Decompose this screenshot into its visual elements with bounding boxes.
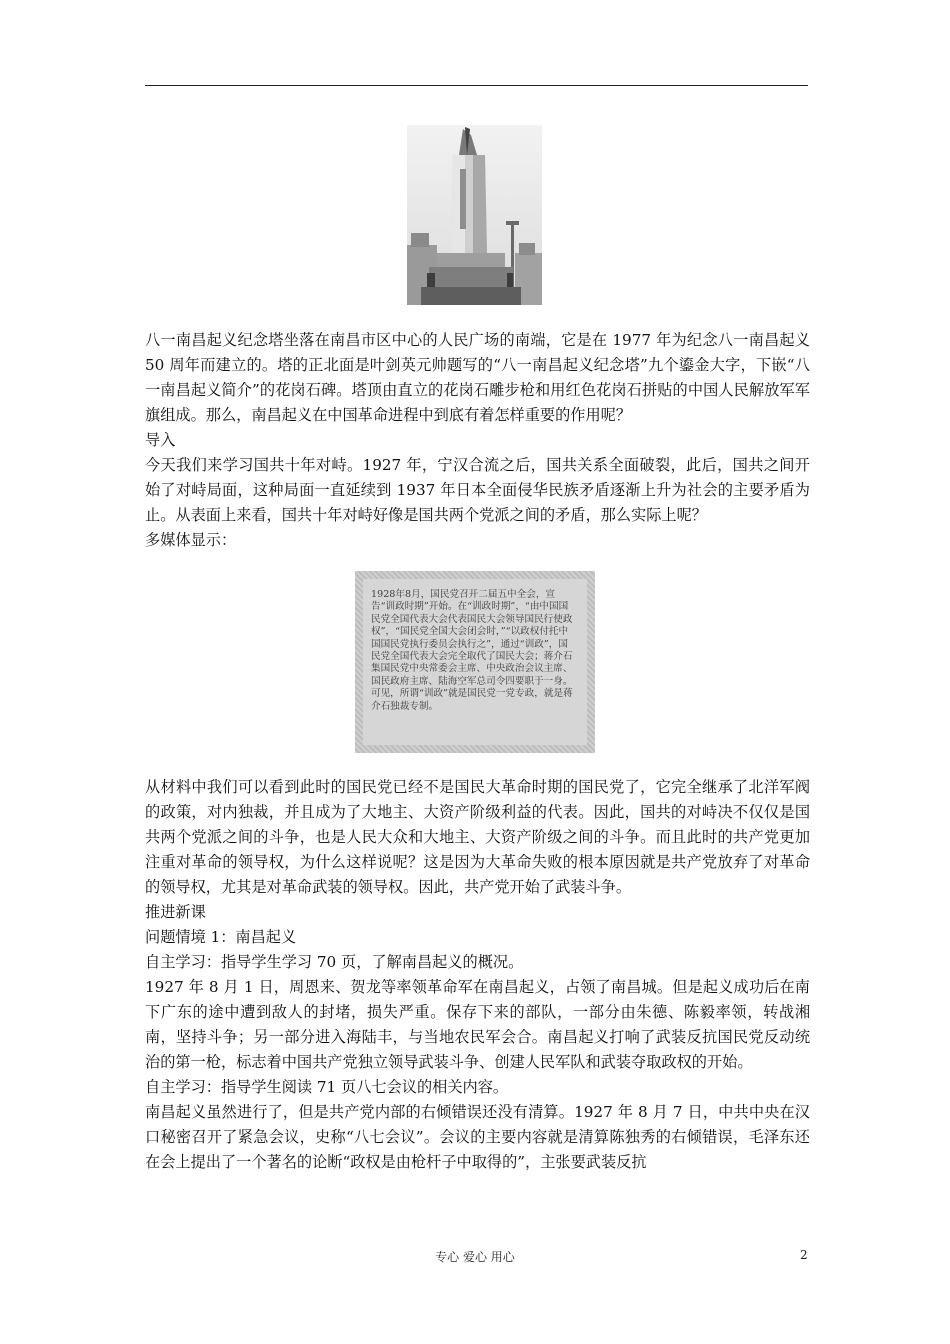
body-text-block <box>145 775 810 1175</box>
inset-material-text: 1928年8月，国民党召开二届五中全会，宣告“训政时期”开始。在“训政时期”，“由中国国民党全国代表大会代表国民大会领导国民行使政权”，“国民党全国大会闭会时，”“以政权付托中国国民党执行委员会执行之”，通过“训政”，国民党全国代表大会完全取代了国民大会；蒋介石集国民党中央常委会主席、中央政治会议主席、国民政府主席、陆海空军总司令四要职于一身。可见，所谓“训政”就是国民党一党专政，就是蒋介石独裁专制。 <box>371 589 573 712</box>
section-heading-intro: 导入 <box>145 431 176 449</box>
intro-paragraph: 八一南昌起义纪念塔坐落在南昌市区中心的人民广场的南端，它是在 1977 年为纪念八一南昌起义 50 周年而建立的。塔的正北面是叶剑英元帅题写的“八一南昌起义纪念塔”九个鎏金大字，下嵌“八一南昌起义简介”的花岗石碑。塔顶由直立的花岗石雕步枪和用红色花岗石拼贴的中国人民解放军军旗组成。那么，南昌起义在中国革命进程中到底有着怎样重要的作用呢？ <box>145 331 810 424</box>
header-rule <box>145 85 808 86</box>
section-heading-new-lesson: 推进新课 <box>145 903 206 921</box>
footer-motto: 专心 爱心 用心 <box>435 1250 515 1264</box>
problem-scenario-heading: 问题情境 1：南昌起义 <box>145 928 297 946</box>
multimedia-material-image <box>355 571 595 753</box>
self-study-2: 自主学习：指导学生阅读 71 页八七会议的相关内容。 <box>145 1078 509 1096</box>
intro-text-block <box>145 328 810 553</box>
nanchang-uprising-paragraph: 1927 年 8 月 1 日，周恩来、贺龙等率领革命军在南昌起义，占领了南昌城。但是起义成功后在南下广东的途中遭到敌人的封堵，损失严重。保存下来的部队，一部分由朱德、陈毅率领，转战湘南，坚持斗争；另一部分进入海陆丰，与当地农民军会合。南昌起义打响了武装反抗国民党反动统治的第一枪，标志着中国共产党独立领导武装斗争、创建人民军队和武装夺取政权的开始。 <box>145 978 810 1071</box>
analysis-paragraph: 从材料中我们可以看到此时的国民党已经不是国民大革命时期的国民党了，它完全继承了北洋军阀的政策，对内独裁，并且成为了大地主、大资产阶级利益的代表。因此，国共的对峙决不仅仅是国共两个党派之间的斗争，也是人民大众和大地主、大资产阶级之间的斗争。而且此时的共产党更加注重对革命的领导权，为什么这样说呢？这是因为大革命失败的根本原因就是共产党放弃了对革命的领导权，尤其是对革命武装的领导权。因此，共产党开始了武装斗争。 <box>145 778 810 896</box>
lesson-intro-paragraph: 今天我们来学习国共十年对峙。1927 年，宁汉合流之后，国共关系全面破裂，此后，国共之间开始了对峙局面，这种局面一直延续到 1937 年日本全面侵华民族矛盾逐渐上升为社会的主要矛盾为止。从表面上来看，国共十年对峙好像是国共两个党派之间的矛盾，那么实际上呢？ <box>145 456 810 524</box>
memorial-tower-photo <box>407 125 542 305</box>
august-seventh-paragraph: 南昌起义虽然进行了，但是共产党内部的右倾错误还没有清算。1927 年 8 月 7 日，中共中央在汉口秘密召开了紧急会议，史称“八七会议”。会议的主要内容就是清算陈独秀的右倾错误，毛泽东还在会上提出了一个著名的论断“政权是由枪杆子中取得的”，主张要武装反抗 <box>145 1103 810 1171</box>
multimedia-label: 多媒体显示： <box>145 531 237 549</box>
page-number: 2 <box>800 1248 808 1262</box>
self-study-1: 自主学习：指导学生学习 70 页，了解南昌起义的概况。 <box>145 953 524 971</box>
